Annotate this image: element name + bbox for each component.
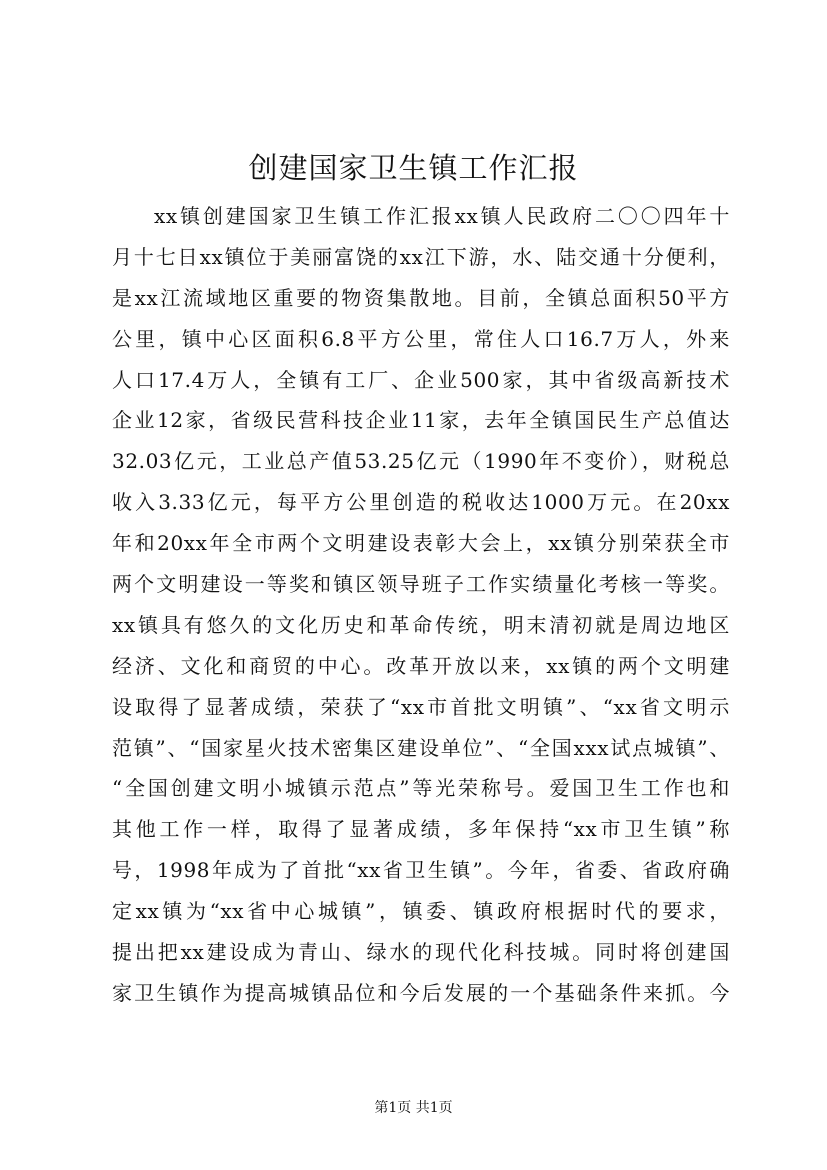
body-line: 是xx江流域地区重要的物资集散地。目前，全镇总面积50平方: [112, 285, 730, 310]
body-line: 企业12家，省级民营科技企业11家，去年全镇国民生产总值达: [112, 408, 730, 433]
body-line: 年和20xx年全市两个文明建设表彰大会上，xx镇分别荣获全市: [112, 531, 730, 556]
body-line: 定xx镇为“xx省中心城镇”，镇委、镇政府根据时代的要求，: [112, 899, 730, 924]
body-line: 两个文明建设一等奖和镇区领导班子工作实绩量化考核一等奖。: [112, 572, 730, 597]
body-line: xx镇创建国家卫生镇工作汇报xx镇人民政府二〇〇四年十: [154, 204, 730, 228]
body-line: 设取得了显著成绩，荣获了“xx市首批文明镇”、“xx省文明示: [112, 694, 730, 719]
body-line: 经济、文化和商贸的中心。改革开放以来，xx镇的两个文明建: [112, 653, 730, 678]
document-body: [112, 196, 730, 1014]
body-line: 家卫生镇作为提高城镇品位和今后发展的一个基础条件来抓。今: [112, 980, 730, 1005]
body-line: 人口17.4万人，全镇有工厂、企业500家，其中省级高新技术: [112, 367, 730, 392]
body-line: xx镇具有悠久的文化历史和革命传统，明末清初就是周边地区: [112, 612, 730, 637]
body-line: 公里，镇中心区面积6.8平方公里，常住人口16.7万人，外来: [112, 326, 730, 351]
body-line: 月十七日xx镇位于美丽富饶的xx江下游，水、陆交通十分便利，: [112, 244, 730, 269]
body-line: 其他工作一样，取得了显著成绩，多年保持“xx市卫生镇”称: [112, 817, 730, 842]
body-line: 提出把xx建设成为青山、绿水的现代化科技城。同时将创建国: [112, 940, 730, 965]
page-number-footer: 第1页 共1页: [374, 1100, 453, 1116]
body-line: 收入3.33亿元，每平方公里创造的税收达1000万元。在20xx: [112, 490, 730, 515]
document-title: 创建国家卫生镇工作汇报: [248, 151, 579, 185]
body-line: 号，1998年成为了首批“xx省卫生镇”。今年，省委、省政府确: [112, 858, 730, 883]
body-line: 32.03亿元，工业总产值53.25亿元（1990年不变价），财税总: [112, 449, 730, 474]
body-line: “全国创建文明小城镇示范点”等光荣称号。爱国卫生工作也和: [112, 776, 730, 801]
body-line: 范镇”、“国家星火技术密集区建设单位”、“全国xxx试点城镇”、: [112, 735, 730, 760]
